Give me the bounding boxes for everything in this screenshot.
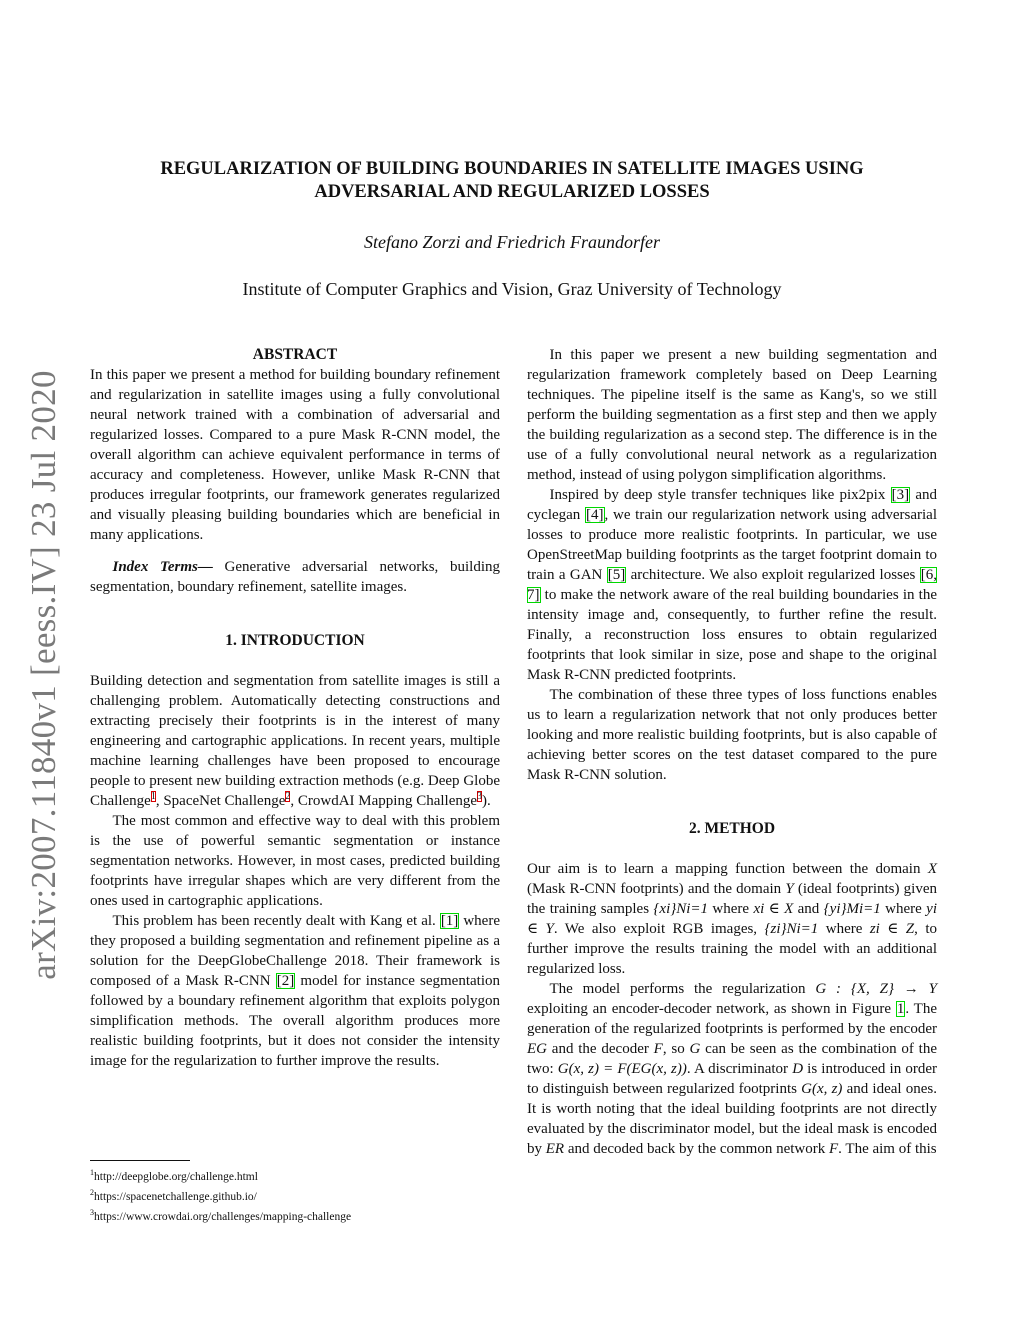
math-set-y: {yi}Mi=1: [823, 901, 881, 917]
index-terms-label: Index Terms—: [112, 559, 213, 575]
intro-paragraph-3: This problem has been recently dealt with Kang et al. [1] where they proposed a building segmentation and refinement pipeline as a solution for the DeepGlobeChallenge 2018. Their framework is composed of a Mask R-CNN [2] model for instance segmentation followed by a boundary refinement algorithm that exploits polygon simplification methods. The overall algorithm produces more realistic building footprints, but it does not consider the intensity image for the regularization to further improve the results.: [90, 913, 500, 1069]
math-set-x: {xi}Ni=1: [653, 901, 709, 917]
method-paragraph-1: Our aim is to learn a mapping function between the domain X (Mask R-CNN footprints) and the domain Y (ideal footprints) given the training samples {xi}Ni=1 where xi ∈ X and {yi}Mi=1 where yi ∈ Y. We also exploit RGB images, {zi}Ni=1 where zi ∈ Z, to further improve the results training the model with an additional regularized loss.: [527, 861, 937, 977]
arxiv-stamp-text: arXiv:2007.11840v1 [eess.IV] 23 Jul 2020: [24, 370, 64, 980]
math-set-z: {zi}Ni=1: [764, 921, 819, 937]
intro-paragraph-1: Building detection and segmentation from satellite images is still a challenging problem. Automatically detecting constructions and extracting precisely their footprints is in the interest of many engineering and cartographic applications. In recent years, multiple machine learning challenges have been proposed to encourage people to present new building extraction methods (e.g. Deep Globe Challenge$^1$, SpaceNet Challenge$^2$, CrowdAI Mapping Challenge$^3$).: [90, 673, 500, 809]
footnotes: [90, 1160, 500, 1224]
intro-paragraph-2: The most common and effective way to deal with this problem is the use of powerful semantic segmentation or instance segmentation networks. However, in most cases, predicted building footprints have irregular shapes which are very different from the ones used in cartographic applications.: [90, 813, 500, 909]
right-paragraph-2: Inspired by deep style transfer techniques like pix2pix [3] and cyclegan [4], we train our regularization network using adversarial losses to produce more realistic footprints. In particular, we use OpenStreetMap building footprints as the target footprint domain to train a GAN [5] architecture. We also exploit regularized losses [6, 7] to make the network aware of the real building boundaries in the intensity image and, consequently, to further refine the result. Finally, a reconstruction loss ensures to obtain regularized footprints that look similar in size, pose and shape to the original Mask R-CNN predicted footprints.: [527, 487, 937, 683]
footnote-link-1[interactable]: http://deepglobe.org/challenge.html: [94, 1170, 258, 1183]
method-heading: 2. METHOD: [688, 820, 776, 837]
abstract-heading: ABSTRACT: [252, 346, 338, 363]
footnote-link-3[interactable]: https://www.crowdai.org/challenges/mapping-challenge: [94, 1210, 352, 1223]
right-column: [527, 345, 937, 1159]
footnote-ref-2[interactable]: 2: [285, 791, 291, 802]
title-line-2: ADVERSARIAL AND REGULARIZED LOSSES: [314, 182, 710, 202]
footnote-link-2[interactable]: https://spacenetchallenge.github.io/: [94, 1190, 257, 1203]
footnote-ref-1[interactable]: 1: [150, 791, 156, 802]
citation-link-3[interactable]: [3]: [891, 487, 910, 503]
citation-link-6-7[interactable]: [6, 7]: [527, 567, 937, 603]
intro-heading: 1. INTRODUCTION: [225, 632, 365, 649]
citation-link-5[interactable]: [5]: [607, 567, 626, 583]
index-terms: [90, 557, 500, 597]
paper-title: [100, 158, 924, 204]
footnote-3: $^3$https://www.crowdai.org/challenges/mapping-challenge: [90, 1207, 352, 1223]
paper-affiliation: Institute of Computer Graphics and Vision, Graz University of Technology: [242, 279, 782, 299]
footnote-ref-3[interactable]: 3: [477, 791, 483, 802]
citation-link-1[interactable]: [1]: [440, 913, 459, 929]
arxiv-side-stamp: [24, 365, 64, 985]
footnote-rule: [90, 1160, 190, 1161]
citation-link-2[interactable]: [2]: [276, 973, 295, 989]
right-paragraph-1: In this paper we present a new building segmentation and regularization framework completely based on Deep Learning techniques. The pipeline itself is the same as Kang's, so we still perform the building segmentation as a first step and then we apply the building regularization as a second step. The difference is in the use of a fully convolutional neural network as a regularization method, instead of using polygon simplification algorithms.: [527, 347, 937, 483]
index-terms-body: Generative adversarial networks, building segmentation, boundary refinement, satellite images.: [90, 559, 500, 595]
left-column: [90, 345, 500, 1071]
paper-authors: Stefano Zorzi and Friedrich Fraundorfer: [364, 232, 660, 252]
citation-link-4[interactable]: [4]: [586, 507, 604, 523]
method-paragraph-2: The model performs the regularization G : {X, Z} → Y exploiting an encoder-decoder network, as shown in Figure 1. The generation of the regularized footprints is performed by the encoder EG and the decoder F, so G can be seen as the combination of the two: G(x, z) = F(EG(x, z)). A discriminator D is introduced in order to distinguish between regularized footprints G(x, z) and ideal ones. It is worth noting that the ideal building footprints are not directly evaluated by the discriminator model, but the ideal mask is encoded by ER and decoded back by the common network F. The aim of this: [527, 981, 938, 1157]
right-paragraph-3: The combination of these three types of loss functions enables us to learn a regularization network that not only produces better looking and more realistic building footprints, but is also capable of achieving better scores on the test dataset compared to the pure Mask R-CNN solution.: [527, 687, 937, 783]
abstract-body: In this paper we present a method for building boundary refinement and regularization in satellite images using a fully convolutional neural network trained with a combination of adversarial and regularized losses. Compared to a pure Mask R-CNN model, the overall algorithm can achieve equivalent performance in terms of accuracy and completeness. However, unlike Mask R-CNN that produces irregular footprints, our framework generates regularized and visually pleasing building boundaries which are beneficial in many applications.: [90, 367, 500, 543]
footnote-1: $^1$http://deepglobe.org/challenge.html: [90, 1168, 258, 1183]
title-line-1: REGULARIZATION OF BUILDING BOUNDARIES IN SATELLITE IMAGES USING: [160, 159, 864, 179]
footnote-2: $^2$https://spacenetchallenge.github.io/: [90, 1187, 257, 1203]
figure-link-1[interactable]: 1: [896, 1001, 905, 1017]
